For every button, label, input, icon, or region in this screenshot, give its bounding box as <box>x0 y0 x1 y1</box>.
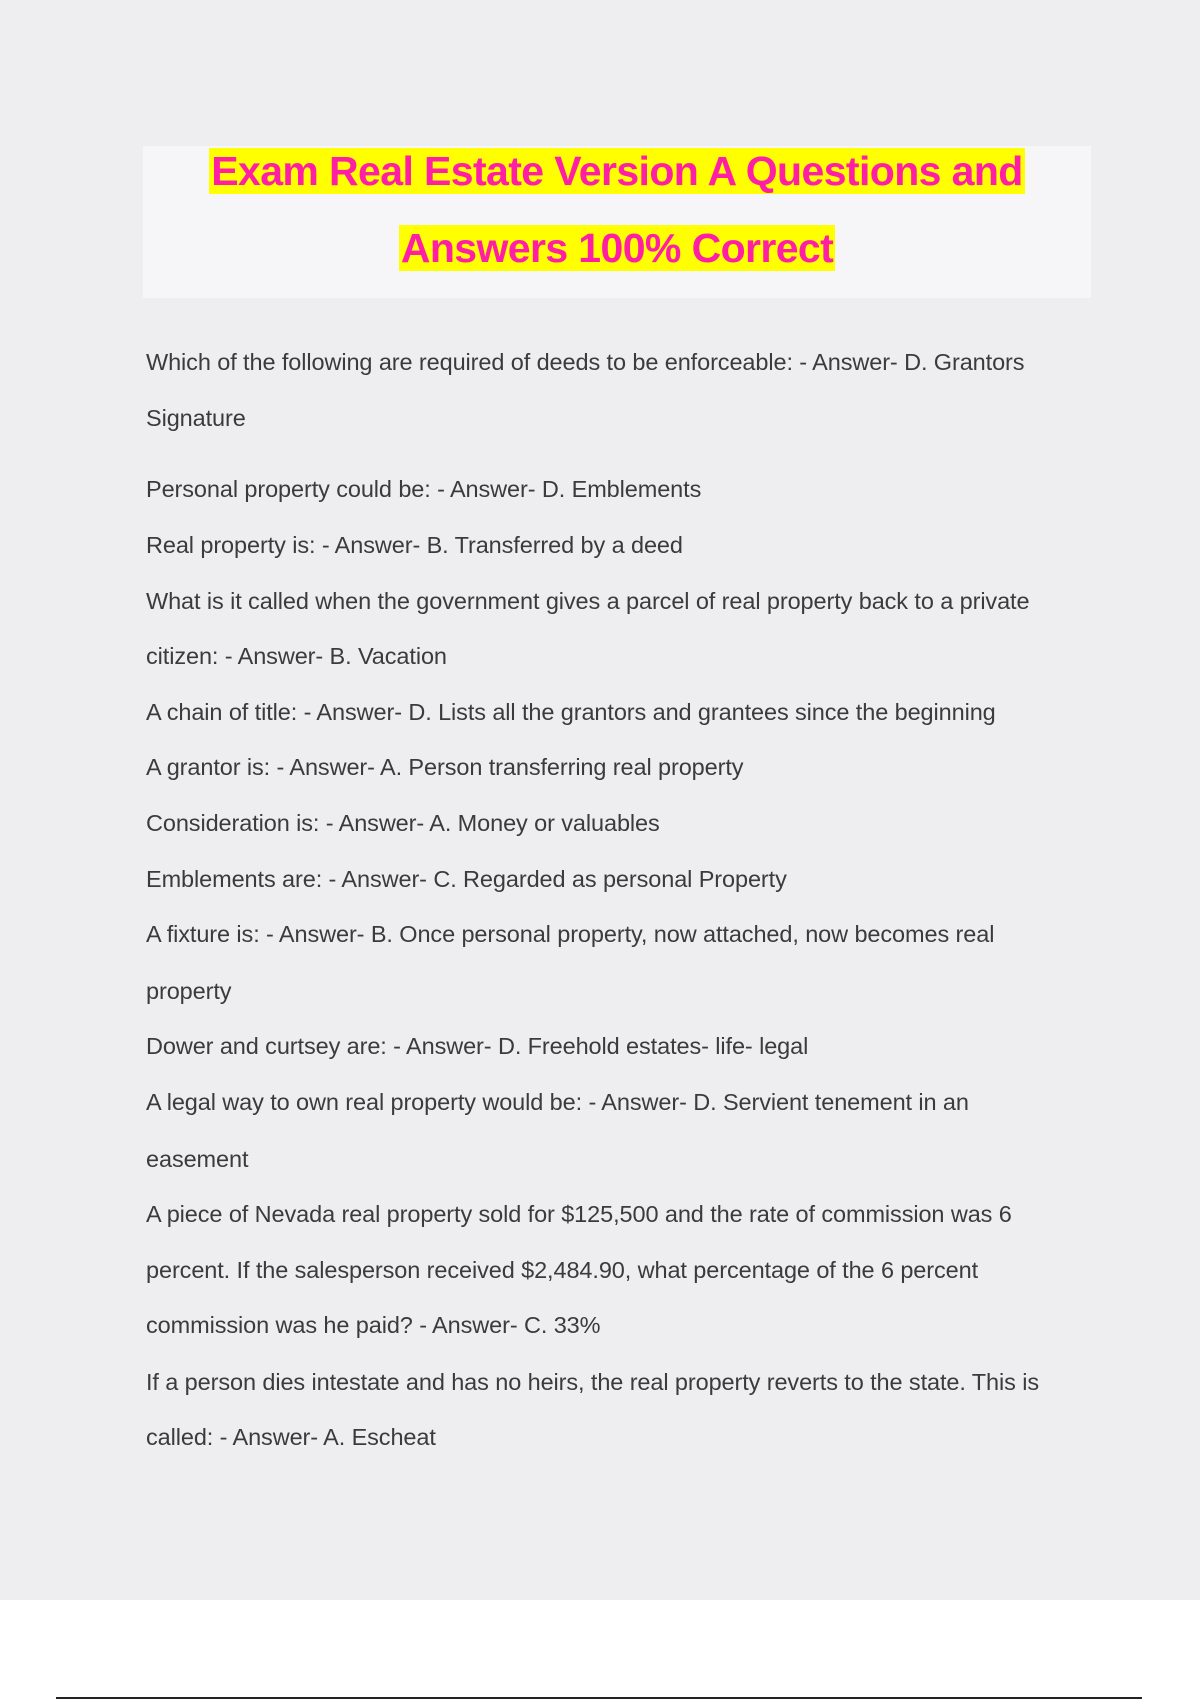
qa-line: commission was he paid? - Answer- C. 33% <box>146 1312 601 1338</box>
qa-line: A grantor is: - Answer- A. Person transferring real property <box>146 754 744 780</box>
qa-line: percent. If the salesperson received $2,484.90, what percentage of the 6 percent <box>146 1257 979 1283</box>
qa-line: Consideration is: - Answer- A. Money or valuables <box>146 810 660 836</box>
qa-line: A piece of Nevada real property sold for $125,500 and the rate of commission was 6 <box>146 1201 1012 1227</box>
qa-line: easement <box>146 1146 249 1172</box>
qa-line: A chain of title: - Answer- D. Lists all the grantors and grantees since the beginning <box>146 699 996 725</box>
bottom-divider <box>56 1697 1142 1699</box>
qa-line: Emblements are: - Answer- C. Regarded as personal Property <box>146 866 787 892</box>
qa-line: Which of the following are required of deeds to be enforceable: - Answer- D. Grantors <box>146 349 1025 375</box>
qa-line: citizen: - Answer- B. Vacation <box>146 643 447 669</box>
qa-line: called: - Answer- A. Escheat <box>146 1424 436 1450</box>
qa-line: Real property is: - Answer- B. Transferred by a deed <box>146 532 683 558</box>
document-title-text-2: Answers 100% Correct <box>400 225 834 271</box>
qa-line: property <box>146 978 232 1004</box>
qa-line: Personal property could be: - Answer- D. Emblements <box>146 476 702 502</box>
qa-line: Signature <box>146 405 246 431</box>
qa-line: Dower and curtsey are: - Answer- D. Freehold estates- life- legal <box>146 1033 809 1059</box>
document-title-line-1 <box>143 147 1091 195</box>
qa-line: A fixture is: - Answer- B. Once personal property, now attached, now becomes real <box>146 921 995 947</box>
document-title-text-1: Exam Real Estate Version A Questions and <box>211 148 1023 194</box>
document-title-line-2 <box>143 224 1091 272</box>
qa-line: What is it called when the government gives a parcel of real property back to a private <box>146 588 1030 614</box>
qa-line: If a person dies intestate and has no heirs, the real property reverts to the state. This is <box>146 1369 1039 1395</box>
qa-line: A legal way to own real property would be: - Answer- D. Servient tenement in an <box>146 1089 969 1115</box>
